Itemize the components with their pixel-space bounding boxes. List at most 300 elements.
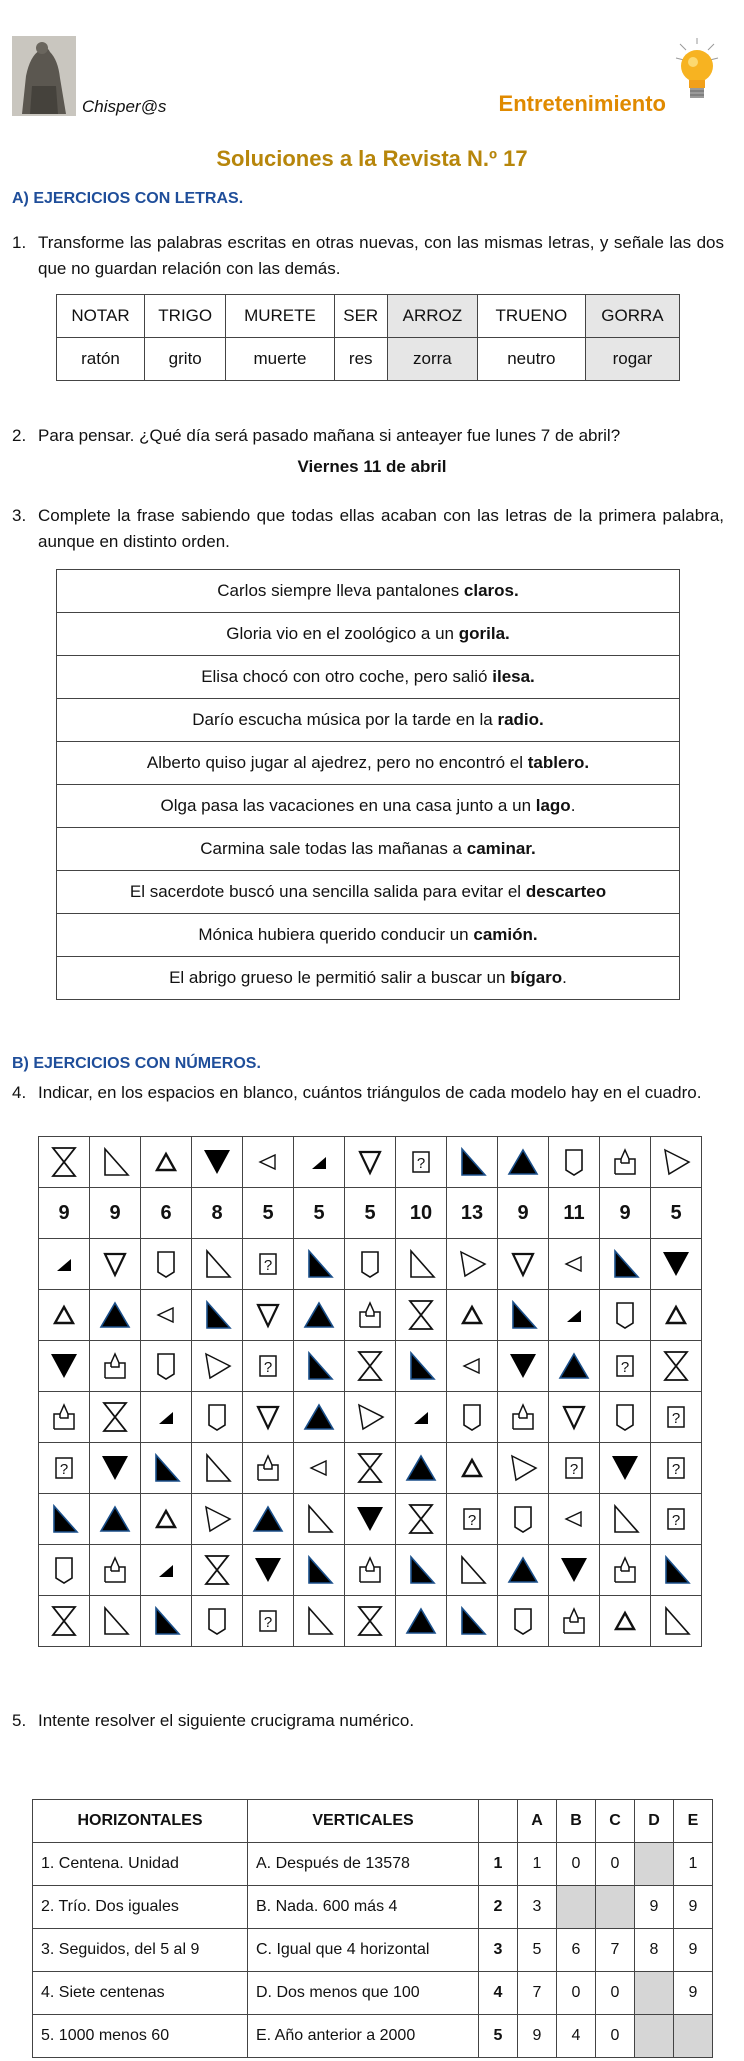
left-outline-small-icon xyxy=(243,1142,293,1182)
shape-cell xyxy=(498,1239,549,1290)
hourglass-icon xyxy=(39,1601,89,1641)
down-outline-icon xyxy=(345,1142,395,1182)
shape-cell xyxy=(498,1341,549,1392)
shape-cell xyxy=(549,1290,600,1341)
table-row xyxy=(57,699,680,742)
table-cell: ratón xyxy=(57,338,145,381)
right-tri-filled-icon xyxy=(192,1295,242,1335)
shape-cell xyxy=(651,1137,702,1188)
sentence-answer: bígaro xyxy=(510,968,563,987)
down-filled-icon xyxy=(192,1142,242,1182)
shape-cell xyxy=(90,1341,141,1392)
svg-text:?: ? xyxy=(263,1257,273,1274)
up-filled-icon xyxy=(396,1601,446,1641)
shield-icon xyxy=(600,1295,650,1335)
question-text: Intente resolver el siguiente crucigrama numérico. xyxy=(38,1711,415,1730)
hourglass-icon xyxy=(192,1550,242,1590)
grid-row xyxy=(39,1545,702,1596)
shape-cell xyxy=(294,1596,345,1647)
crossword-black-cell xyxy=(557,1886,596,1929)
grid-row xyxy=(39,1392,702,1443)
sentence-answer: lago xyxy=(535,796,571,815)
shape-cell xyxy=(651,1494,702,1545)
horizontal-clue: 3. Seguidos, del 5 al 9 xyxy=(33,1929,248,1972)
question-number: 3. xyxy=(12,506,27,525)
shape-cell xyxy=(600,1290,651,1341)
house-arrow-icon xyxy=(345,1295,395,1335)
shape-cell xyxy=(498,1392,549,1443)
right-tri-outline-icon xyxy=(192,1448,242,1488)
up-filled-icon xyxy=(90,1499,140,1539)
question-number: 4. xyxy=(12,1083,27,1102)
count-cell: 9 xyxy=(90,1188,141,1239)
shape-cell xyxy=(243,1290,294,1341)
up-filled-icon xyxy=(498,1142,548,1182)
shield-icon xyxy=(192,1397,242,1437)
shape-cell xyxy=(345,1494,396,1545)
crossword-cell: 4 xyxy=(557,2015,596,2058)
vertical-clue: C. Igual que 4 horizontal xyxy=(248,1929,479,1972)
shape-cell xyxy=(396,1137,447,1188)
table-row xyxy=(57,957,680,1000)
table-row xyxy=(57,742,680,785)
shape-cell xyxy=(651,1239,702,1290)
sentence-answer: radio. xyxy=(497,710,544,729)
shape-cell xyxy=(141,1239,192,1290)
grid-row xyxy=(39,1494,702,1545)
grid-row xyxy=(39,1443,702,1494)
question-text: Transforme las palabras escritas en otras nuevas, con las mismas letras, y señale las dos que no guardan relación con las demás. xyxy=(38,233,724,278)
up-outline-small-icon xyxy=(447,1295,497,1335)
row-number: 4 xyxy=(479,1972,518,2015)
down-filled-icon xyxy=(39,1346,89,1386)
grid-row xyxy=(39,1290,702,1341)
shield-icon xyxy=(498,1601,548,1641)
shape-cell xyxy=(345,1341,396,1392)
house-arrow-icon xyxy=(498,1397,548,1437)
shape-cell xyxy=(498,1137,549,1188)
shape-cell xyxy=(141,1596,192,1647)
shape-cell xyxy=(39,1392,90,1443)
up-outline-small-icon xyxy=(447,1448,497,1488)
down-filled-icon xyxy=(243,1550,293,1590)
horizontal-clue: 5. 1000 menos 60 xyxy=(33,2015,248,2058)
crossword-cell: 5 xyxy=(518,1929,557,1972)
shape-cell xyxy=(141,1137,192,1188)
hourglass-icon xyxy=(651,1346,701,1386)
sentence-cell xyxy=(57,914,680,957)
shape-cell xyxy=(294,1443,345,1494)
shape-cell xyxy=(39,1341,90,1392)
shape-cell xyxy=(396,1290,447,1341)
down-outline-icon xyxy=(498,1244,548,1284)
svg-text:?: ? xyxy=(416,1155,426,1172)
row-number: 3 xyxy=(479,1929,518,1972)
sentence-text: Darío escucha música por la tarde en la xyxy=(192,710,498,729)
crossword-black-cell xyxy=(596,1886,635,1929)
column-header: C xyxy=(596,1800,635,1843)
small-filled-wedge-icon xyxy=(39,1244,89,1284)
shape-cell xyxy=(243,1239,294,1290)
table-row xyxy=(33,2015,713,2058)
shape-cell xyxy=(141,1392,192,1443)
shape-cell xyxy=(90,1494,141,1545)
shape-cell xyxy=(396,1239,447,1290)
up-filled-icon xyxy=(498,1550,548,1590)
shape-cell xyxy=(549,1596,600,1647)
left-outline-small-icon xyxy=(141,1295,191,1335)
small-filled-wedge-icon xyxy=(141,1397,191,1437)
statue-logo-image xyxy=(12,36,76,116)
house-arrow-icon xyxy=(600,1142,650,1182)
shape-cell xyxy=(39,1494,90,1545)
shape-cell xyxy=(192,1596,243,1647)
sentence-answer: descarteo xyxy=(525,882,607,901)
box-question-icon xyxy=(447,1499,497,1539)
shape-cell xyxy=(651,1290,702,1341)
crossword-cell: 9 xyxy=(674,1972,713,2015)
shape-cell xyxy=(345,1290,396,1341)
sentence-answer: camión. xyxy=(473,925,538,944)
up-filled-icon xyxy=(549,1346,599,1386)
shape-cell xyxy=(651,1596,702,1647)
table-cell: neutro xyxy=(477,338,585,381)
crossword-cell: 9 xyxy=(674,1929,713,1972)
sentence-answer: caminar. xyxy=(466,839,536,858)
question-2-answer: Viernes 11 de abril xyxy=(297,457,447,476)
right-tri-filled-icon xyxy=(447,1601,497,1641)
count-cell: 5 xyxy=(651,1188,702,1239)
count-cell: 9 xyxy=(498,1188,549,1239)
shape-cell xyxy=(90,1443,141,1494)
crossword-cell: 3 xyxy=(518,1886,557,1929)
hourglass-icon xyxy=(345,1346,395,1386)
column-header: VERTICALES xyxy=(248,1800,479,1843)
svg-text:?: ? xyxy=(671,1410,681,1427)
shape-cell xyxy=(141,1341,192,1392)
shape-cell xyxy=(396,1392,447,1443)
shape-cell xyxy=(243,1443,294,1494)
shield-icon xyxy=(498,1499,548,1539)
page-title: Soluciones a la Revista N.º 17 xyxy=(216,146,528,171)
shape-cell xyxy=(447,1494,498,1545)
right-tri-outline-icon xyxy=(600,1499,650,1539)
svg-text:?: ? xyxy=(671,1512,681,1529)
question-text: Complete la frase sabiendo que todas ellas acaban con las letras de la primera palabra, aunque en distinto orden. xyxy=(38,506,724,551)
lightbulb-icon xyxy=(672,38,722,114)
right-tri-outline-icon xyxy=(90,1142,140,1182)
small-filled-wedge-icon xyxy=(141,1550,191,1590)
up-outline-small-icon xyxy=(141,1142,191,1182)
sentence-cell xyxy=(57,656,680,699)
shape-cell xyxy=(345,1392,396,1443)
shape-cell xyxy=(294,1239,345,1290)
table-row xyxy=(57,785,680,828)
box-question-icon xyxy=(651,1397,701,1437)
sentence-cell xyxy=(57,785,680,828)
sentence-cell xyxy=(57,871,680,914)
down-filled-icon xyxy=(651,1244,701,1284)
right-tri-filled-icon xyxy=(141,1601,191,1641)
horizontal-clue: 2. Trío. Dos iguales xyxy=(33,1886,248,1929)
hourglass-icon xyxy=(39,1142,89,1182)
hourglass-icon xyxy=(345,1448,395,1488)
shape-cell xyxy=(192,1341,243,1392)
column-header: D xyxy=(635,1800,674,1843)
shape-cell xyxy=(39,1290,90,1341)
box-question-icon xyxy=(600,1346,650,1386)
box-question-icon xyxy=(549,1448,599,1488)
right-tri-outline-icon xyxy=(192,1244,242,1284)
table-row xyxy=(33,1972,713,2015)
question-4 xyxy=(12,1080,724,1106)
shape-cell xyxy=(243,1596,294,1647)
shield-icon xyxy=(192,1601,242,1641)
shape-cell xyxy=(600,1239,651,1290)
up-filled-icon xyxy=(396,1448,446,1488)
question-5 xyxy=(12,1708,724,1734)
table-row xyxy=(33,1886,713,1929)
left-outline-small-icon xyxy=(294,1448,344,1488)
up-filled-icon xyxy=(294,1295,344,1335)
column-header: HORIZONTALES xyxy=(33,1800,248,1843)
crossword-cell: 9 xyxy=(518,2015,557,2058)
right-tri-filled-icon xyxy=(396,1550,446,1590)
shape-cell xyxy=(396,1596,447,1647)
shape-cell xyxy=(396,1545,447,1596)
shape-cell xyxy=(294,1494,345,1545)
shape-cell xyxy=(447,1392,498,1443)
shape-cell xyxy=(141,1545,192,1596)
svg-text:?: ? xyxy=(620,1359,630,1376)
table-row xyxy=(33,1843,713,1886)
shield-icon xyxy=(345,1244,395,1284)
down-filled-icon xyxy=(549,1550,599,1590)
hourglass-icon xyxy=(345,1601,395,1641)
sentence-answer: claros. xyxy=(463,581,519,600)
sentence-text: El sacerdote buscó una sencilla salida para evitar el xyxy=(129,882,526,901)
house-arrow-icon xyxy=(39,1397,89,1437)
shape-cell xyxy=(498,1443,549,1494)
shape-cell xyxy=(90,1545,141,1596)
row-number: 2 xyxy=(479,1886,518,1929)
box-question-icon xyxy=(396,1142,446,1182)
house-arrow-icon xyxy=(600,1550,650,1590)
sentence-cell xyxy=(57,742,680,785)
crossword-cell: 6 xyxy=(557,1929,596,1972)
crossword-black-cell xyxy=(635,1972,674,2015)
up-outline-small-icon xyxy=(141,1499,191,1539)
shape-cell xyxy=(243,1494,294,1545)
sentence-cell xyxy=(57,570,680,613)
shape-cell xyxy=(243,1545,294,1596)
right-tri-outline-icon xyxy=(651,1601,701,1641)
shield-icon xyxy=(39,1550,89,1590)
shape-cell xyxy=(141,1494,192,1545)
down-outline-icon xyxy=(549,1397,599,1437)
brand-name: Chisper@s xyxy=(82,97,167,116)
sentence-text: Olga pasa las vacaciones en una casa junto a un xyxy=(160,796,536,815)
section-heading: Entretenimiento xyxy=(498,91,666,116)
shape-cell xyxy=(345,1137,396,1188)
sentence-text: Elisa chocó con otro coche, pero salió xyxy=(201,667,493,686)
down-filled-icon xyxy=(345,1499,395,1539)
count-cell: 9 xyxy=(600,1188,651,1239)
shape-cell xyxy=(243,1341,294,1392)
shape-cell xyxy=(90,1392,141,1443)
crossword-cell: 0 xyxy=(557,1843,596,1886)
crossword-cell: 0 xyxy=(557,1972,596,2015)
right-tri-filled-icon xyxy=(294,1550,344,1590)
shield-icon xyxy=(549,1142,599,1182)
sentence-cell xyxy=(57,699,680,742)
small-filled-wedge-icon xyxy=(396,1397,446,1437)
right-tri-outline-icon xyxy=(396,1244,446,1284)
count-cell: 5 xyxy=(345,1188,396,1239)
box-question-icon xyxy=(39,1448,89,1488)
down-outline-icon xyxy=(90,1244,140,1284)
section-a-heading: A) EJERCICIOS CON LETRAS. xyxy=(12,190,244,207)
sentence-answer: tablero. xyxy=(527,753,590,772)
counts-row xyxy=(39,1188,702,1239)
svg-text:?: ? xyxy=(59,1461,69,1478)
right-pointing-outline-icon xyxy=(192,1346,242,1386)
question-text: Para pensar. ¿Qué día será pasado mañana si anteayer fue lunes 7 de abril? xyxy=(38,426,621,445)
sentence-text: Carlos siempre lleva pantalones xyxy=(217,581,464,600)
table-header-row xyxy=(33,1800,713,1843)
house-arrow-icon xyxy=(90,1346,140,1386)
shape-cell xyxy=(90,1239,141,1290)
shape-cell xyxy=(651,1545,702,1596)
shape-cell xyxy=(192,1443,243,1494)
right-tri-outline-icon xyxy=(294,1601,344,1641)
table-cell: MURETE xyxy=(226,295,334,338)
column-header: B xyxy=(557,1800,596,1843)
table-cell: TRUENO xyxy=(477,295,585,338)
shape-cell xyxy=(192,1290,243,1341)
shield-icon xyxy=(600,1397,650,1437)
small-filled-wedge-icon xyxy=(294,1142,344,1182)
count-cell: 5 xyxy=(243,1188,294,1239)
vertical-clue: A. Después de 13578 xyxy=(248,1843,479,1886)
right-tri-outline-icon xyxy=(90,1601,140,1641)
up-outline-small-icon xyxy=(600,1601,650,1641)
box-question-icon xyxy=(243,1601,293,1641)
section-b-heading: B) EJERCICIOS CON NÚMEROS. xyxy=(12,1055,261,1072)
house-arrow-icon xyxy=(345,1550,395,1590)
shape-cell xyxy=(549,1392,600,1443)
sentence-text: Carmina sale todas las mañanas a xyxy=(200,839,467,858)
house-arrow-icon xyxy=(90,1550,140,1590)
crossword-cell: 9 xyxy=(674,1886,713,1929)
shape-cell xyxy=(600,1392,651,1443)
shape-cell xyxy=(600,1545,651,1596)
shape-cell xyxy=(600,1596,651,1647)
shape-cell xyxy=(141,1290,192,1341)
table-cell: TRIGO xyxy=(144,295,225,338)
shape-cell xyxy=(651,1392,702,1443)
row-number: 1 xyxy=(479,1843,518,1886)
shape-cell xyxy=(345,1443,396,1494)
sentence-text: Gloria vio en el zoológico a un xyxy=(226,624,459,643)
vertical-clue: D. Dos menos que 100 xyxy=(248,1972,479,2015)
words-table xyxy=(56,294,680,381)
shape-cell xyxy=(39,1545,90,1596)
row-number: 5 xyxy=(479,2015,518,2058)
shape-cell xyxy=(90,1290,141,1341)
crossword-cell: 0 xyxy=(596,1972,635,2015)
shape-cell xyxy=(90,1596,141,1647)
shape-cell xyxy=(294,1137,345,1188)
up-filled-icon xyxy=(294,1397,344,1437)
shape-cell xyxy=(498,1596,549,1647)
crossword-black-cell xyxy=(635,2015,674,2058)
house-arrow-icon xyxy=(243,1448,293,1488)
table-row xyxy=(57,828,680,871)
shape-cell xyxy=(192,1137,243,1188)
right-tri-filled-icon xyxy=(651,1550,701,1590)
table-row xyxy=(57,613,680,656)
shape-cell xyxy=(294,1290,345,1341)
svg-text:?: ? xyxy=(263,1359,273,1376)
right-tri-filled-icon xyxy=(39,1499,89,1539)
down-filled-icon xyxy=(498,1346,548,1386)
shape-cell xyxy=(345,1596,396,1647)
sentence-cell xyxy=(57,828,680,871)
sentence-answer: gorila. xyxy=(458,624,510,643)
box-question-icon xyxy=(651,1448,701,1488)
shield-icon xyxy=(141,1346,191,1386)
sentence-end: . xyxy=(562,968,567,987)
shape-cell xyxy=(447,1443,498,1494)
crossword-cell: 1 xyxy=(674,1843,713,1886)
table-row xyxy=(33,1929,713,1972)
left-outline-small-icon xyxy=(549,1244,599,1284)
column-header: E xyxy=(674,1800,713,1843)
sentence-cell xyxy=(57,957,680,1000)
horizontal-clue: 4. Siete centenas xyxy=(33,1972,248,2015)
table-cell-highlighted: zorra xyxy=(387,338,477,381)
shape-cell xyxy=(90,1137,141,1188)
shape-cell xyxy=(345,1239,396,1290)
shape-cell xyxy=(651,1443,702,1494)
shape-cell xyxy=(600,1137,651,1188)
shape-cell xyxy=(447,1290,498,1341)
right-tri-outline-icon xyxy=(447,1550,497,1590)
house-arrow-icon xyxy=(549,1601,599,1641)
count-cell: 13 xyxy=(447,1188,498,1239)
table-cell-highlighted: ARROZ xyxy=(387,295,477,338)
shape-cell xyxy=(192,1494,243,1545)
shape-cell xyxy=(192,1392,243,1443)
grid-row xyxy=(39,1596,702,1647)
table-row xyxy=(57,570,680,613)
shape-cell xyxy=(498,1545,549,1596)
shield-icon xyxy=(447,1397,497,1437)
crossword-cell: 0 xyxy=(596,2015,635,2058)
table-row xyxy=(57,656,680,699)
shape-cell xyxy=(39,1239,90,1290)
box-question-icon xyxy=(651,1499,701,1539)
triangle-grid xyxy=(38,1136,702,1647)
shape-cell xyxy=(447,1341,498,1392)
crossword-cell: 8 xyxy=(635,1929,674,1972)
svg-text:?: ? xyxy=(263,1614,273,1631)
shape-cell xyxy=(600,1341,651,1392)
shape-cell xyxy=(243,1137,294,1188)
right-pointing-outline-icon xyxy=(498,1448,548,1488)
left-outline-small-icon xyxy=(447,1346,497,1386)
